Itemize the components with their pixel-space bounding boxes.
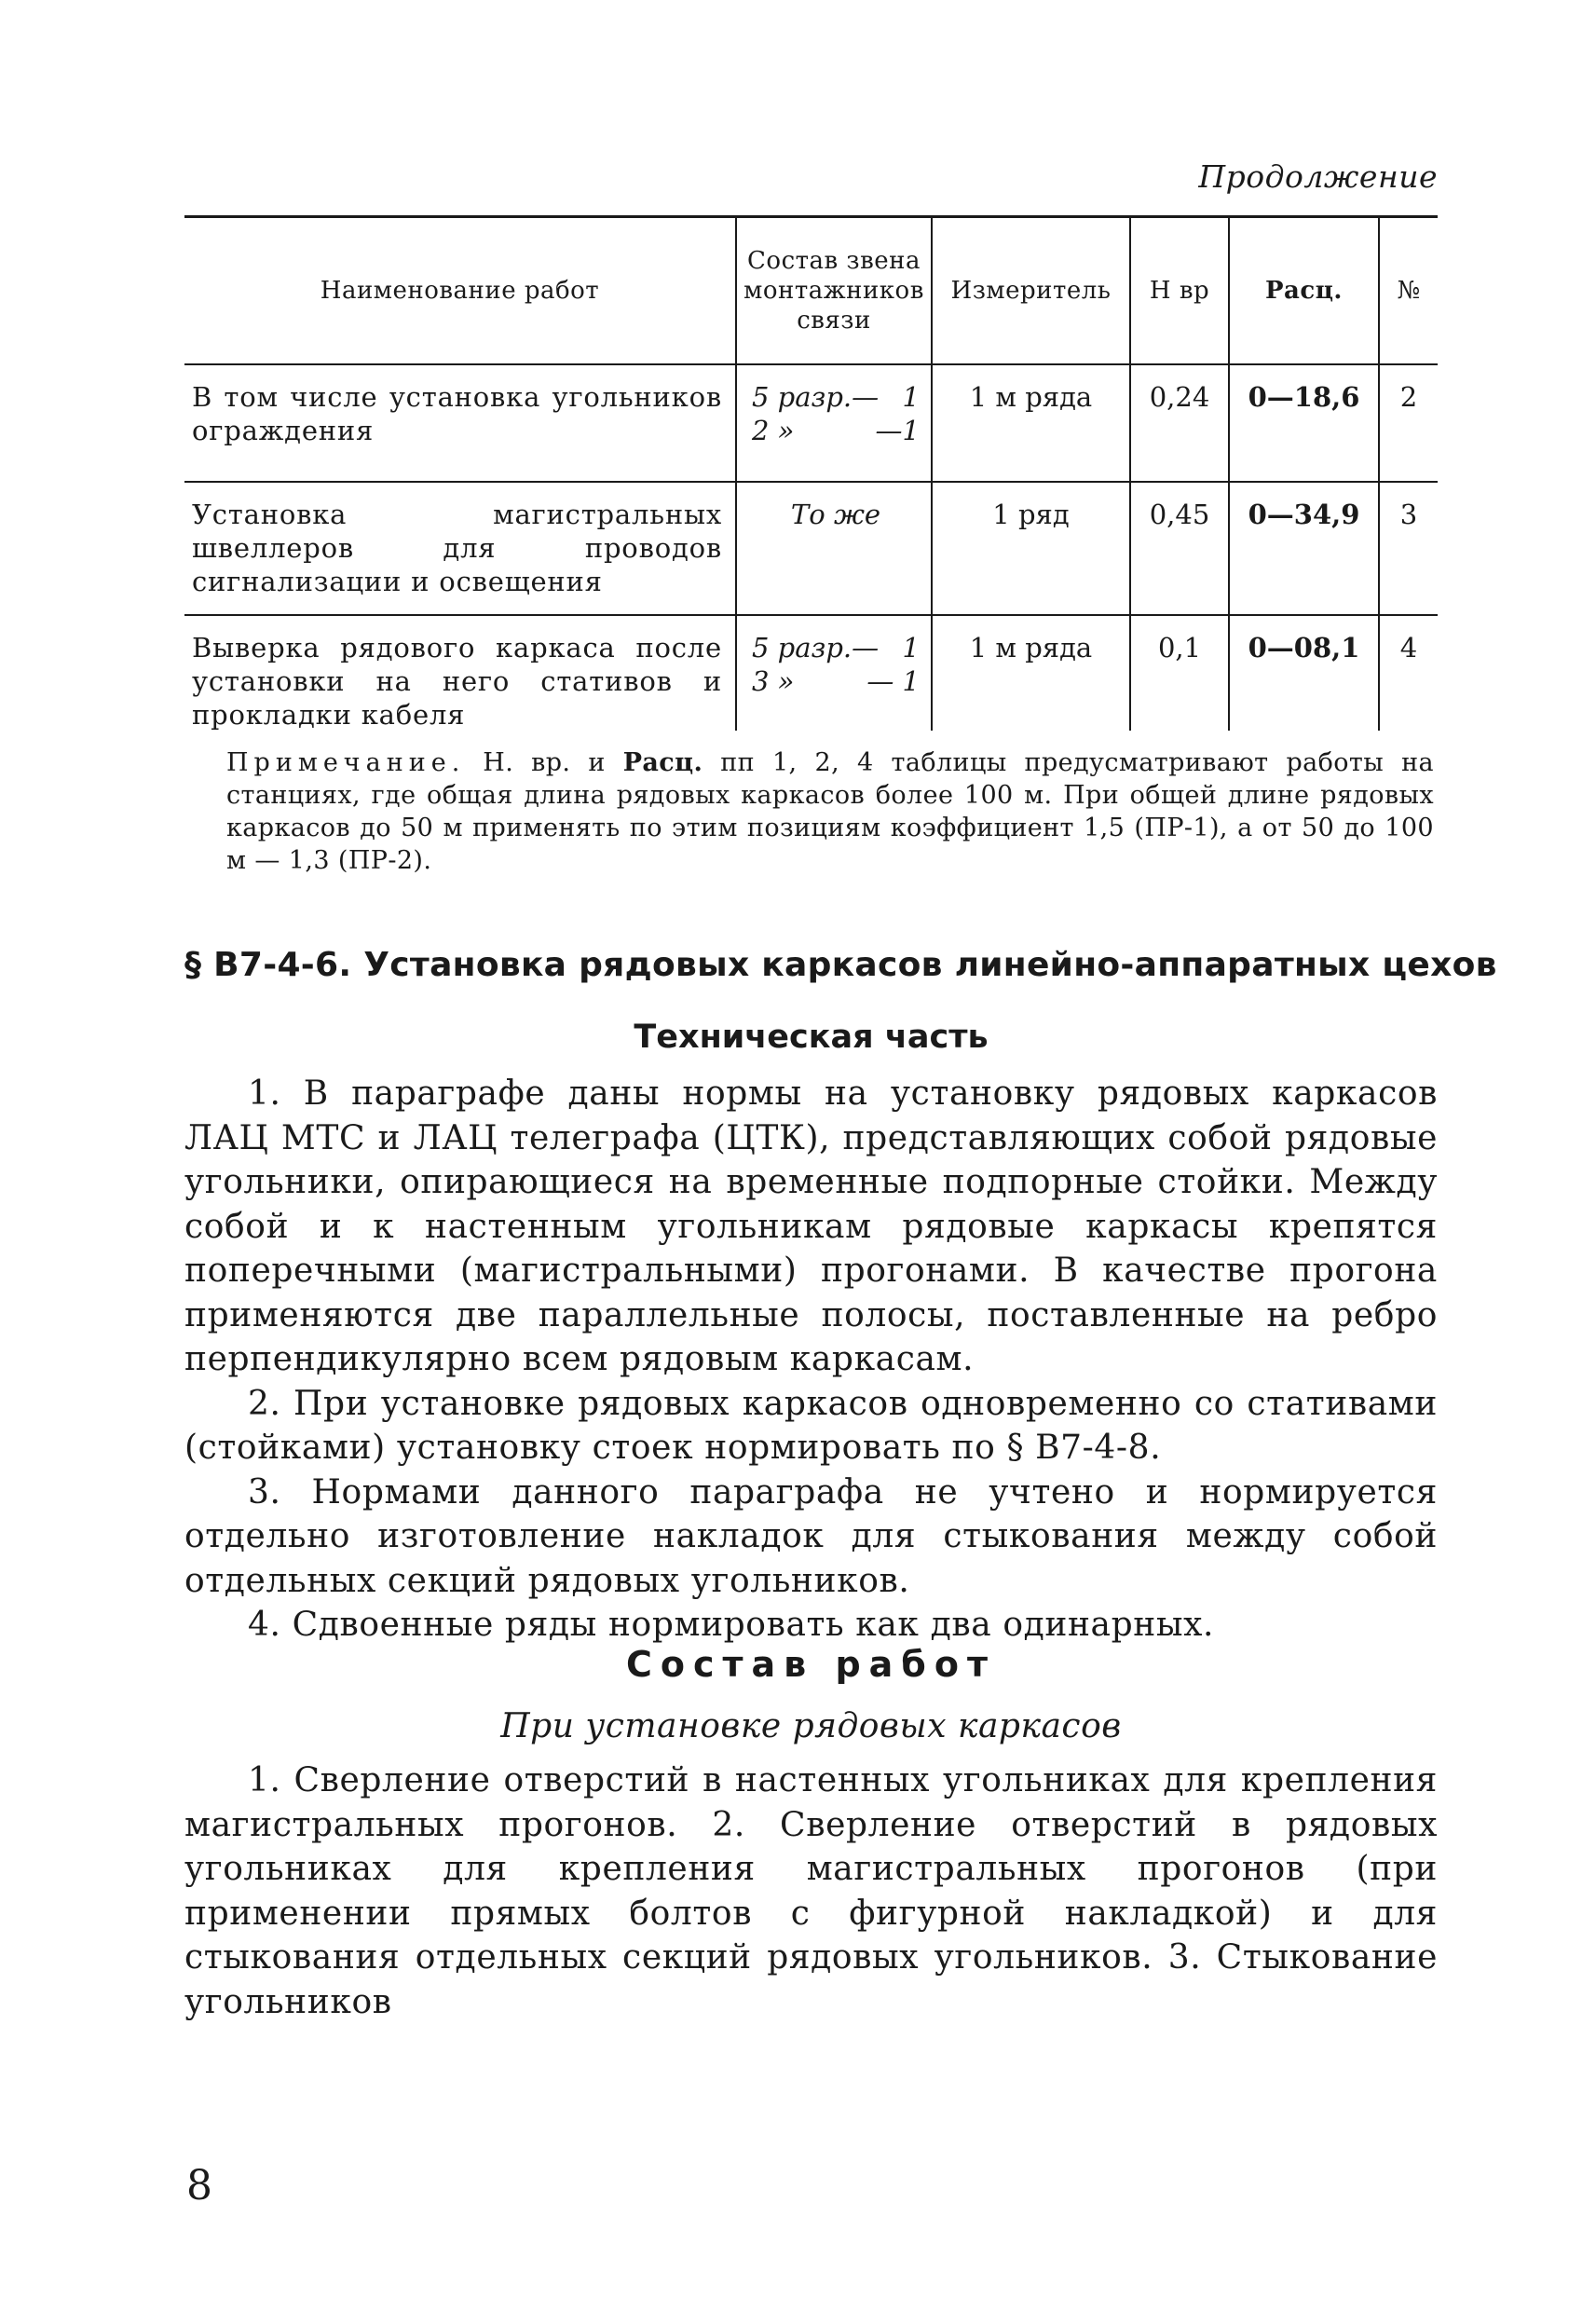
cell-unit: 1 м ряда bbox=[931, 365, 1129, 481]
paragraph: 1. Сверление отверстий в настенных угольниках для крепления магистральных прогонов. 2. Сверление отверстий в рядовых угольниках для крепления магистральных прогонов (при применении прямых болтов с фигурной накладкой) и для стыкования отдельных секций рядовых угольников. 3. Стыкование угольников bbox=[184, 1761, 1438, 2021]
crew-count-2: — 1 bbox=[866, 665, 920, 697]
cell-number: 2 bbox=[1378, 365, 1438, 481]
header-work-name: Наименование работ bbox=[320, 277, 600, 305]
table-header-row bbox=[184, 218, 1438, 365]
note-text-b: пп 1, 2, 4 таблицы предусматривают работы на станциях, где общая длина рядовых каркасов более 100 м. При общей длине рядовых каркасов до 50 м применять по этим позициям коэффициент 1,5 (ПР-1), а от 50 до 100 м — 1,3 (ПР-2). bbox=[226, 748, 1435, 875]
cell-number: 4 bbox=[1378, 616, 1438, 731]
header-crew: Состав звена монтажников связи bbox=[735, 218, 931, 363]
note-bold-word: Расц. bbox=[622, 748, 703, 777]
work-composition-title: Состав работ bbox=[626, 1644, 996, 1685]
cell-price: 0—18,6 bbox=[1228, 365, 1378, 481]
cell-price: 0—34,9 bbox=[1228, 483, 1378, 614]
page-number: 8 bbox=[186, 2162, 212, 2209]
cell-work-name: В том числе установка угольников ограждения bbox=[192, 381, 722, 446]
header-price: Расц. bbox=[1228, 218, 1378, 363]
section-title: § В7-4-6. Установка рядовых каркасов линейно-аппаратных цехов bbox=[184, 946, 1497, 984]
continuation-label: Продолжение bbox=[1198, 158, 1438, 195]
crew-count-2: —1 bbox=[875, 415, 920, 446]
cell-work-name: Установка магистральных швеллеров для проводов сигнализации и освещения bbox=[192, 499, 722, 597]
technical-part-text bbox=[184, 1072, 1438, 1648]
cell-norm-time: 0,1 bbox=[1129, 616, 1228, 731]
work-composition-subtitle: При установке рядовых каркасов bbox=[500, 1707, 1122, 1745]
crew-grade-2: 3 » bbox=[752, 665, 795, 697]
cell-work-name: Выверка рядового каркаса после установки на него стативов и прокладки кабеля bbox=[192, 632, 722, 731]
crew-grade-1: 5 разр.— bbox=[752, 632, 880, 664]
header-unit: Измеритель bbox=[931, 218, 1129, 363]
work-composition-text bbox=[184, 1758, 1438, 2024]
cell-unit: 1 м ряда bbox=[931, 616, 1129, 731]
cell-norm-time: 0,24 bbox=[1129, 365, 1228, 481]
norms-table bbox=[184, 215, 1438, 731]
paragraph: 1. В параграфе даны нормы на установку рядовых каркасов ЛАЦ МТС и ЛАЦ телеграфа (ЦТК), представляющих собой рядовые угольники, опирающиеся на временные подпорные стойки. Между собой и к настенным угольникам рядовые каркасы крепятся поперечными (магистральными) прогонами. В качестве прогона применяются две параллельные полосы, поставленные на ребро перпендикулярно всем рядовым каркасам. bbox=[184, 1074, 1438, 1378]
cell-crew bbox=[735, 616, 931, 731]
paragraph: 2. При установке рядовых каркасов одновременно со стативами (стойками) установку стоек нормировать по § В7-4-8. bbox=[184, 1384, 1438, 1467]
table-row bbox=[184, 365, 1438, 483]
cell-number: 3 bbox=[1378, 483, 1438, 614]
table-row bbox=[184, 616, 1438, 731]
crew-grade-1: 5 разр.— bbox=[752, 381, 880, 413]
cell-crew bbox=[735, 365, 931, 481]
cell-crew: То же bbox=[735, 483, 931, 614]
cell-price: 0—08,1 bbox=[1228, 616, 1378, 731]
cell-unit: 1 ряд bbox=[931, 483, 1129, 614]
cell-norm-time: 0,45 bbox=[1129, 483, 1228, 614]
header-number: № bbox=[1378, 218, 1438, 363]
crew-grade-2: 2 » bbox=[752, 415, 795, 446]
paragraph: 3. Нормами данного параграфа не учтено и нормируется отдельно изготовление накладок для стыкования между собой отдельных секций рядовых угольников. bbox=[184, 1472, 1438, 1600]
header-norm-time: Н вр bbox=[1129, 218, 1228, 363]
paragraph: 4. Сдвоенные ряды нормировать как два одинарных. bbox=[248, 1606, 1215, 1644]
crew-count-1: 1 bbox=[902, 632, 920, 664]
note-label: Примечание. bbox=[226, 748, 466, 777]
table-note bbox=[226, 746, 1434, 877]
table-row bbox=[184, 483, 1438, 616]
crew-count-1: 1 bbox=[902, 381, 920, 413]
note-text-a: Н. вр. и bbox=[465, 748, 623, 777]
technical-part-title: Техническая часть bbox=[634, 1019, 989, 1056]
